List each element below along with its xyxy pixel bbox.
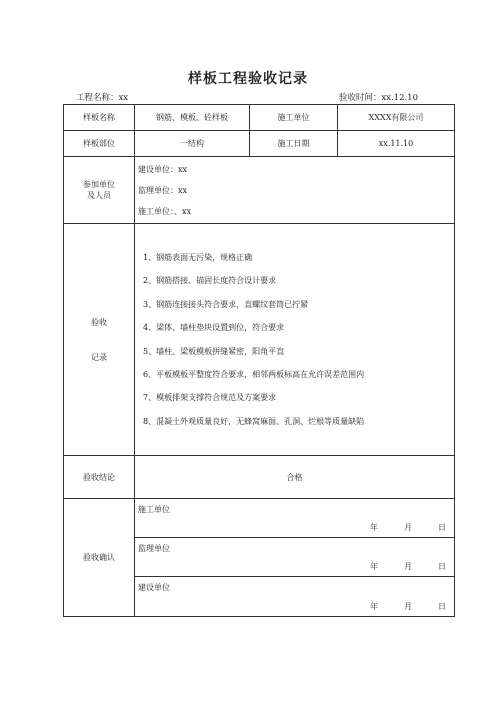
conclusion-value: 合格 xyxy=(135,456,455,499)
sample-name-row xyxy=(64,105,455,131)
signature-date xyxy=(344,601,446,612)
record-items-cell xyxy=(135,224,455,456)
record-item: 5、墙柱、梁板模板拼缝紧密，阳角平直 xyxy=(143,346,285,356)
participants-label xyxy=(64,157,135,224)
construction-date-value: xx.11.10 xyxy=(338,131,455,157)
sample-location-row xyxy=(64,131,455,157)
record-label-line1: 验收 xyxy=(91,317,107,327)
signature-contractor xyxy=(135,499,455,538)
record-item: 7、模板排架支撑符合规范及方案要求 xyxy=(143,393,277,403)
document-title: 样板工程验收记录 xyxy=(188,71,308,87)
record-label-line2: 记录 xyxy=(91,352,107,362)
construction-unit-value: XXXX有限公司 xyxy=(338,105,455,131)
record-item: 8、混凝土外观质量良好，无蜂窝麻面、孔洞、烂根等质量缺陷 xyxy=(143,416,365,426)
acceptance-time: 验收时间：xx.12.10 xyxy=(338,93,418,103)
contractor-unit: 施工单位：、xx xyxy=(138,206,192,216)
sample-name-label: 样板名称 xyxy=(64,105,135,131)
confirmation-row-contractor xyxy=(64,499,455,538)
signature-date xyxy=(344,561,446,572)
date-month: 月 xyxy=(404,523,412,532)
acceptance-form-table xyxy=(63,104,455,617)
signature-supervisor xyxy=(135,538,455,577)
date-month: 月 xyxy=(404,602,412,611)
construction-unit-label: 施工单位 xyxy=(250,105,338,131)
date-day: 日 xyxy=(438,523,446,532)
record-item: 3、钢筋连接接头符合要求，直螺纹套筒已拧紧 xyxy=(143,299,309,309)
sample-location-label: 样板部位 xyxy=(64,131,135,157)
project-name: 工程名称：xx xyxy=(76,93,129,103)
sample-name-value: 钢筋、模板、砼样板 xyxy=(135,105,250,131)
signature-unit-label: 施工单位 xyxy=(138,505,170,514)
conclusion-label: 验收结论 xyxy=(64,456,135,499)
record-item: 6、平板模板平整度符合要求，相邻两板标高在允许误差范围内 xyxy=(143,369,365,379)
signature-builder xyxy=(135,577,455,617)
participants-label-line1: 参加单位 xyxy=(83,180,115,189)
date-day: 日 xyxy=(438,602,446,611)
record-item: 2、钢筋搭接、锚固长度符合设计要求 xyxy=(143,276,277,286)
date-day: 日 xyxy=(438,562,446,571)
confirmation-label: 验收确认 xyxy=(64,499,135,617)
record-item: 1、钢筋表面无污染，规格正确 xyxy=(143,252,253,262)
record-row xyxy=(64,224,455,456)
participants-row xyxy=(64,157,455,224)
record-item: 4、梁体、墙柱垫块设置到位，符合要求 xyxy=(143,323,285,333)
sample-location-value: 一结构 xyxy=(135,131,250,157)
signature-unit-label: 监理单位 xyxy=(138,544,170,553)
builder-unit: 建设单位：xx xyxy=(138,164,188,174)
date-year: 年 xyxy=(370,523,378,532)
participants-label-line2: 及人员 xyxy=(87,191,111,200)
signature-unit-label: 建设单位 xyxy=(138,583,170,592)
construction-date-label: 施工日期 xyxy=(250,131,338,157)
date-month: 月 xyxy=(404,562,412,571)
record-label xyxy=(64,224,135,456)
participants-cell xyxy=(135,157,455,224)
date-year: 年 xyxy=(370,562,378,571)
signature-date xyxy=(344,522,446,533)
date-year: 年 xyxy=(370,602,378,611)
conclusion-row xyxy=(64,456,455,499)
supervisor-unit: 监理单位：xx xyxy=(138,185,188,195)
